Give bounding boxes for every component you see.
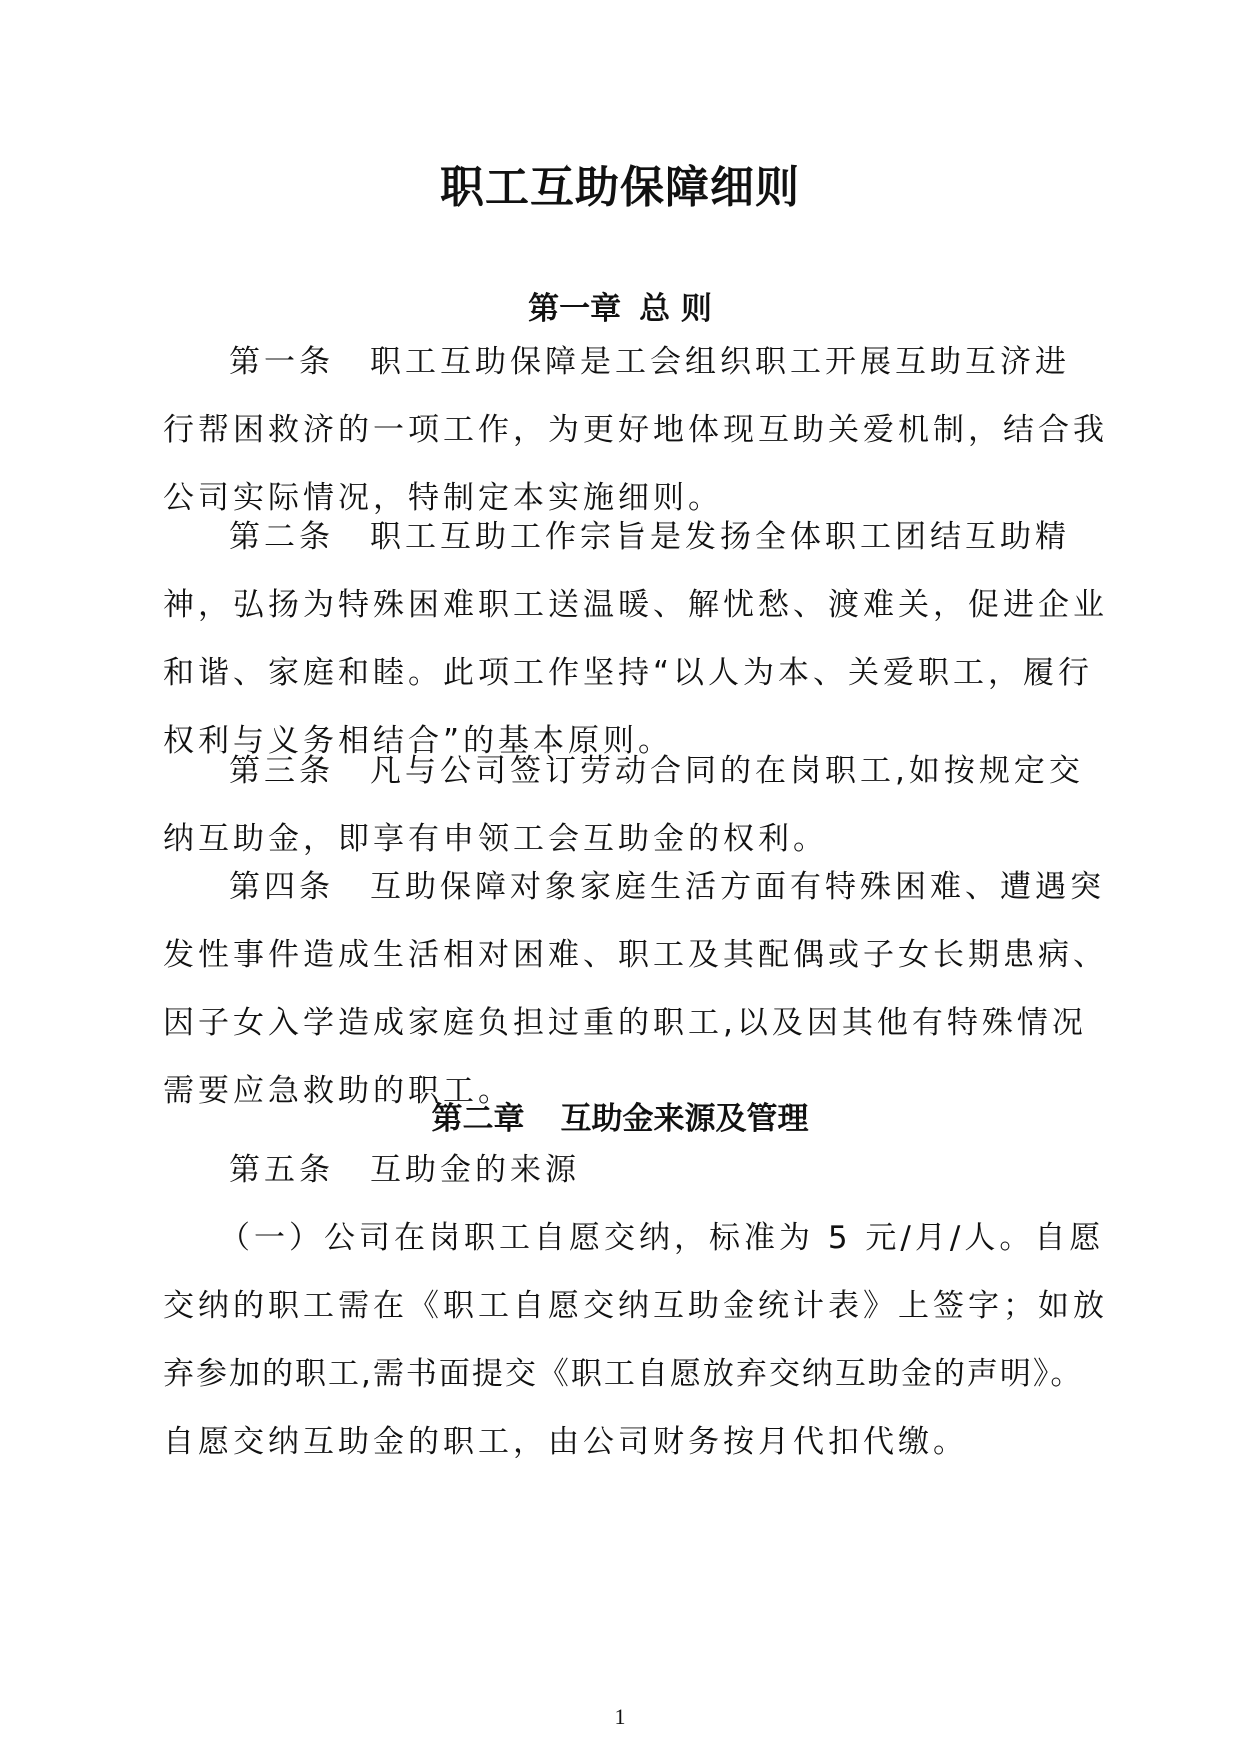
- chapter-heading-1: [0, 287, 1240, 331]
- item-1-line-4: 自愿交纳互助金的职工，由公司财务按月代扣代缴。: [163, 1424, 968, 1460]
- article-2-number: 第二条: [229, 519, 334, 555]
- item-1-line-1: （一）公司在岗职工自愿交纳，标准为 5 元/月/人。自愿: [219, 1220, 1105, 1256]
- article-4-line-3: 因子女入学造成家庭负担过重的职工,以及因其他有特殊情况: [163, 1005, 1087, 1041]
- article-1: [163, 328, 1108, 532]
- article-2-line-3: 和谐、家庭和睦。此项工作坚持“以人为本、关爱职工，履行: [163, 655, 1094, 691]
- item-1-line-2: 交纳的职工需在《职工自愿交纳互助金统计表》上签字；如放: [163, 1288, 1108, 1324]
- page-number: 1: [614, 1704, 626, 1729]
- chapter-2-name: 互助金来源及管理: [560, 1101, 809, 1137]
- article-4-line-4: 需要应急救助的职工。: [163, 1073, 513, 1109]
- article-3-line-2: 纳互助金，即享有申领工会互助金的权利。: [163, 821, 828, 857]
- chapter-2-label: 第二章: [431, 1101, 525, 1137]
- article-1-line-1: 第一条 职工互助保障是工会组织职工开展互助互济进: [229, 344, 1070, 380]
- article-4-number: 第四条: [229, 869, 334, 905]
- item-1: [163, 1204, 1108, 1476]
- chapter-1-name: 总 则: [639, 291, 712, 327]
- chapter-1-label: 第一章: [528, 291, 622, 327]
- article-5-line-1: 第五条 互助金的来源: [229, 1152, 580, 1188]
- article-5: [163, 1136, 1048, 1204]
- article-3-line-1: 第三条 凡与公司签订劳动合同的在岗职工,如按规定交: [229, 753, 1084, 789]
- article-2-line-1: 第二条 职工互助工作宗旨是发扬全体职工团结互助精: [229, 519, 1070, 555]
- article-1-line-2: 行帮困救济的一项工作，为更好地体现互助关爱机制，结合我: [163, 412, 1108, 448]
- item-1-line-3: 弃参加的职工,需书面提交《职工自愿放弃交纳互助金的声明》。: [163, 1356, 1084, 1392]
- article-2-line-4: 权利与义务相结合”的基本原则。: [163, 723, 674, 759]
- article-3-number: 第三条: [229, 753, 334, 789]
- document-title: 职工互助保障细则: [440, 162, 800, 213]
- article-1-line-3: 公司实际情况，特制定本实施细则。: [163, 480, 723, 516]
- article-4-line-1: 第四条 互助保障对象家庭生活方面有特殊困难、遭遇突: [229, 869, 1105, 905]
- article-1-number: 第一条: [229, 344, 334, 380]
- article-2: [163, 503, 1108, 775]
- article-5-number: 第五条: [229, 1152, 334, 1188]
- article-2-line-2: 神，弘扬为特殊困难职工送温暖、解忧愁、渡难关，促进企业: [163, 587, 1108, 623]
- article-4-line-2: 发性事件造成生活相对困难、职工及其配偶或子女长期患病、: [163, 937, 1108, 973]
- chapter-heading-2: [0, 1097, 1240, 1141]
- article-4: [163, 853, 1108, 1125]
